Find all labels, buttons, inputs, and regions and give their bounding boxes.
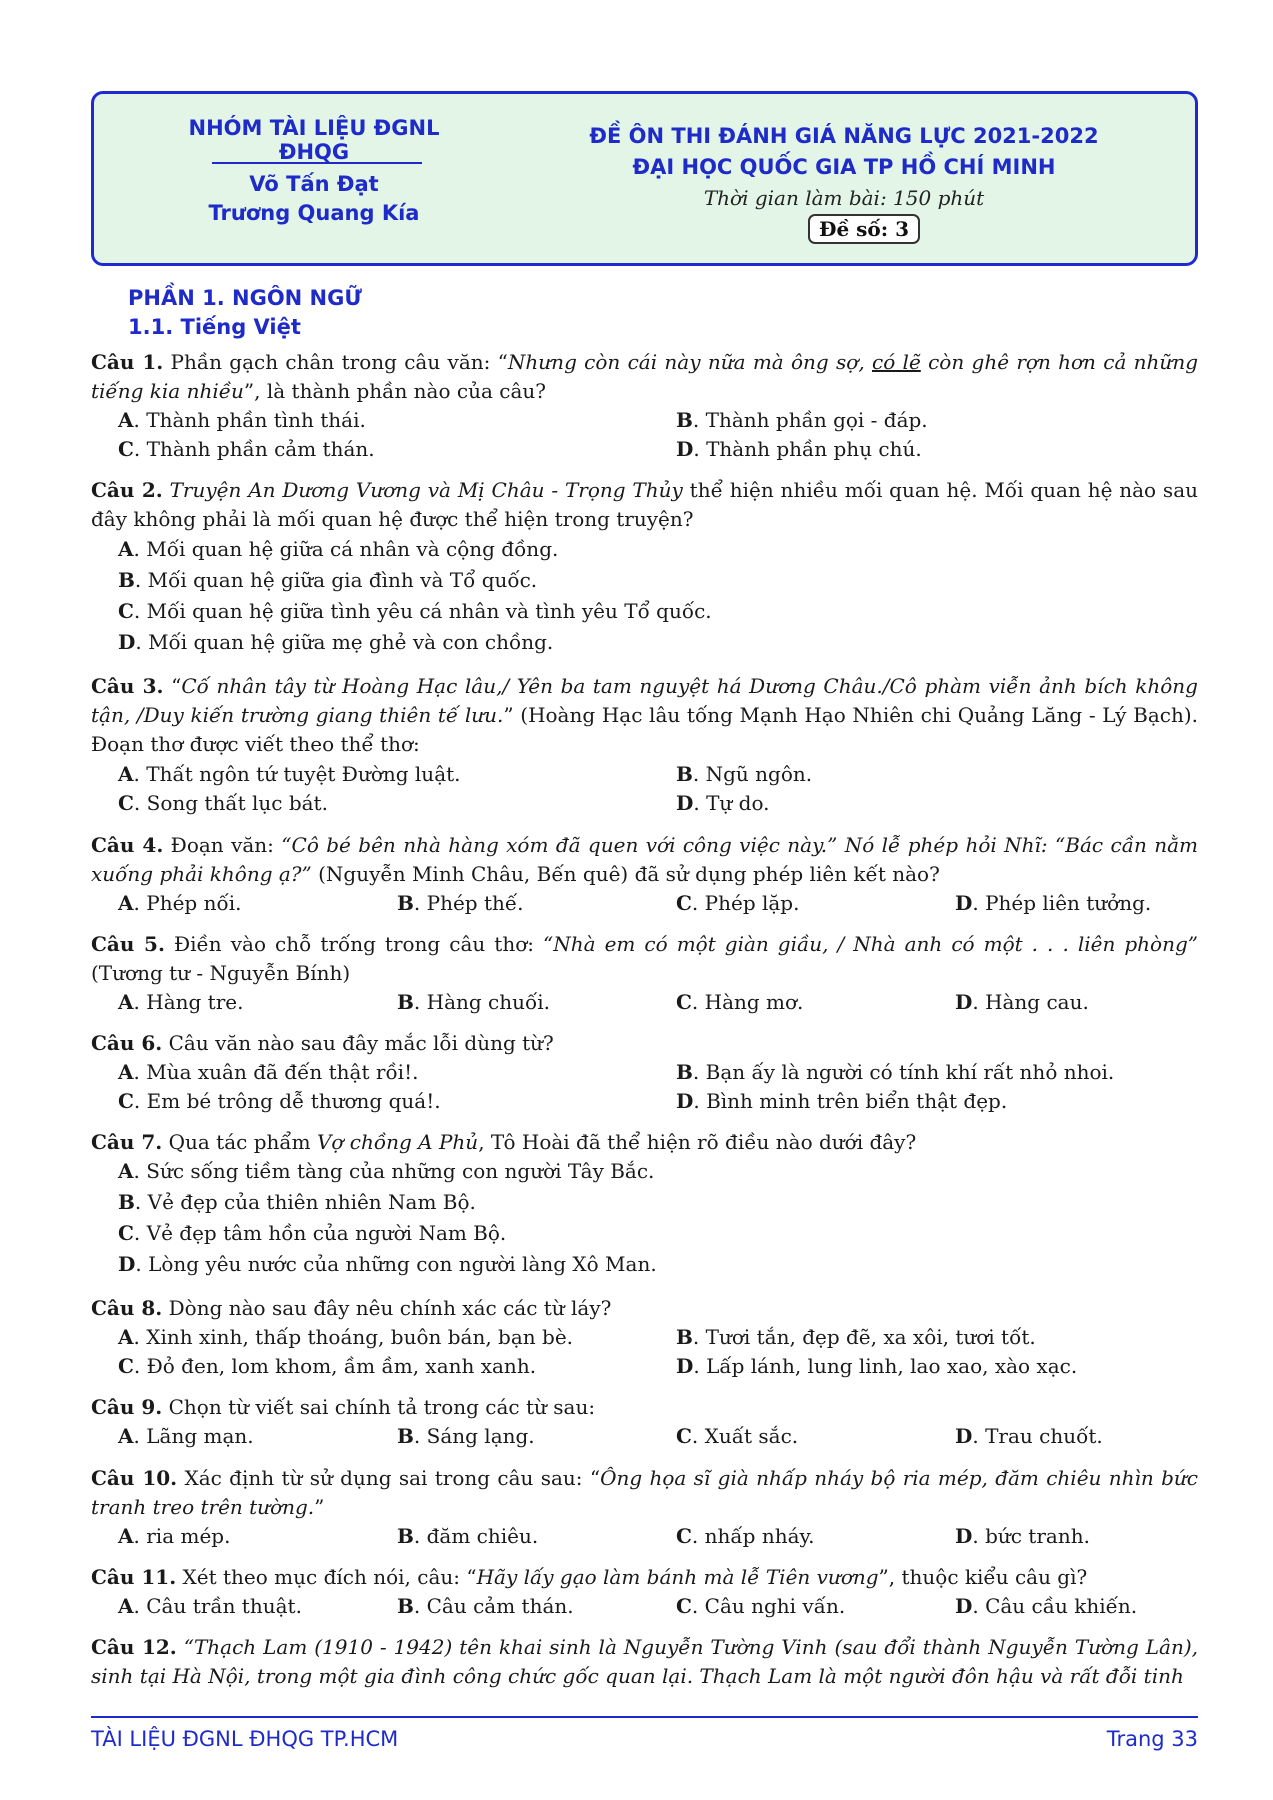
q11-option-d[interactable]: D. Câu cầu khiến. xyxy=(955,1594,1138,1618)
question-7: Câu 7. Qua tác phẩm Vợ chồng A Phủ, Tô Hoài đã thể hiện rõ điều nào dưới đây? xyxy=(91,1130,917,1154)
q9-option-d[interactable]: D. Trau chuốt. xyxy=(955,1424,1103,1448)
q6-option-a[interactable]: A. Mùa xuân đã đến thật rồi!. xyxy=(118,1060,419,1084)
q10-option-b[interactable]: B. đăm chiêu. xyxy=(397,1524,539,1548)
question-8: Câu 8. Dòng nào sau đây nêu chính xác các từ láy? xyxy=(91,1296,612,1320)
q8-option-c[interactable]: C. Đỏ đen, lom khom, ầm ầm, xanh xanh. xyxy=(118,1354,537,1378)
question-12: Câu 12. “Thạch Lam (1910 - 1942) tên khai sinh là Nguyễn Tường Vinh (sau đổi thành Nguyễn Tường Lân), sinh tại Hà Nội, trong một gia đình công chức gốc quan lại. Thạch Lam là một người đôn hậu và rất đỗi tinh xyxy=(91,1635,1198,1688)
question-5: Câu 5. Điền vào chỗ trống trong câu thơ: “Nhà em có một giàn giầu, / Nhà anh có một . . . liên phòng” (Tương tư - Nguyễn Bính) xyxy=(91,932,1199,985)
header-divider xyxy=(212,162,422,164)
q10-option-c[interactable]: C. nhấp nháy. xyxy=(676,1524,815,1548)
q5-option-a[interactable]: A. Hàng tre. xyxy=(118,990,244,1014)
author-1: Võ Tấn Đạt xyxy=(249,172,379,196)
q9-option-b[interactable]: B. Sáng lạng. xyxy=(397,1424,535,1448)
q5-option-b[interactable]: B. Hàng chuối. xyxy=(397,990,550,1014)
part-heading: PHẦN 1. NGÔN NGỮ xyxy=(128,286,362,310)
author-2: Trương Quang Kía xyxy=(208,201,420,225)
exam-time: Thời gian làm bài: 150 phút xyxy=(703,186,985,210)
q11-option-a[interactable]: A. Câu trần thuật. xyxy=(118,1594,302,1618)
exam-number-badge: Đề số: 3 xyxy=(808,214,920,244)
q1-option-d[interactable]: D. Thành phần phụ chú. xyxy=(676,437,922,461)
q8-option-a[interactable]: A. Xinh xinh, thấp thoáng, buôn bán, bạn bè. xyxy=(118,1325,574,1349)
page-number: Trang 33 xyxy=(1106,1727,1198,1751)
q3-option-a[interactable]: A. Thất ngôn tứ tuyệt Đường luật. xyxy=(118,762,461,786)
q8-option-b[interactable]: B. Tươi tắn, đẹp đẽ, xa xôi, tươi tốt. xyxy=(676,1325,1036,1349)
q3-option-c[interactable]: C. Song thất lục bát. xyxy=(118,791,328,815)
q8-option-d[interactable]: D. Lấp lánh, lung linh, lao xao, xào xạc. xyxy=(676,1354,1078,1378)
q3-option-d[interactable]: D. Tự do. xyxy=(676,791,770,815)
question-11: Câu 11. Xét theo mục đích nói, câu: “Hãy lấy gạo làm bánh mà lễ Tiên vương”, thuộc kiểu câu gì? xyxy=(91,1565,1088,1589)
question-3: Câu 3. “Cố nhân tây từ Hoàng Hạc lâu,/ Yên ba tam nguyệt há Dương Châu./Cô phàm viễn ảnh bích không tận, /Duy kiến trường giang thiên tế lưu.” (Hoàng Hạc lâu tống Mạnh Hạo Nhiên chi Quảng Lăng - Lý Bạch). Đoạn thơ được viết theo thể thơ: xyxy=(91,674,1198,756)
question-9: Câu 9. Chọn từ viết sai chính tả trong các từ sau: xyxy=(91,1395,596,1419)
sub-heading: 1.1. Tiếng Việt xyxy=(128,315,301,339)
q6-option-d[interactable]: D. Bình minh trên biển thật đẹp. xyxy=(676,1089,1008,1113)
q1-option-a[interactable]: A. Thành phần tình thái. xyxy=(118,408,366,432)
q4-option-d[interactable]: D. Phép liên tưởng. xyxy=(955,891,1152,915)
q2-option-a[interactable]: A. Mối quan hệ giữa cá nhân và cộng đồng. xyxy=(118,537,559,561)
q7-option-c[interactable]: C. Vẻ đẹp tâm hồn của người Nam Bộ. xyxy=(118,1221,507,1245)
question-10: Câu 10. Xác định từ sử dụng sai trong câu sau: “Ông họa sĩ già nhấp nháy bộ ria mép, đăm chiêu nhìn bức tranh treo trên tường.” xyxy=(91,1466,1198,1519)
q1-option-c[interactable]: C. Thành phần cảm thán. xyxy=(118,437,375,461)
q9-option-c[interactable]: C. Xuất sắc. xyxy=(676,1424,799,1448)
q2-option-c[interactable]: C. Mối quan hệ giữa tình yêu cá nhân và tình yêu Tổ quốc. xyxy=(118,599,712,623)
question-4: Câu 4. Đoạn văn: “Cô bé bên nhà hàng xóm đã quen với công việc này.” Nó lễ phép hỏi Nhĩ: “Bác cần nằm xuống phải không ạ?” (Nguyễn Minh Châu, Bến quê) đã sử dụng phép liên kết nào? xyxy=(91,833,1198,886)
q7-option-d[interactable]: D. Lòng yêu nước của những con người làng Xô Man. xyxy=(118,1252,657,1276)
q10-option-d[interactable]: D. bức tranh. xyxy=(955,1524,1090,1548)
q11-option-c[interactable]: C. Câu nghi vấn. xyxy=(676,1594,846,1618)
q1-option-b[interactable]: B. Thành phần gọi - đáp. xyxy=(676,408,928,432)
q6-option-c[interactable]: C. Em bé trông dễ thương quá!. xyxy=(118,1089,441,1113)
q4-option-a[interactable]: A. Phép nối. xyxy=(118,891,242,915)
header-box xyxy=(91,91,1198,266)
q10-option-a[interactable]: A. ria mép. xyxy=(118,1524,231,1548)
q7-option-a[interactable]: A. Sức sống tiềm tàng của những con người Tây Bắc. xyxy=(118,1159,655,1183)
exam-title-line2: ĐẠI HỌC QUỐC GIA TP HỒ CHÍ MINH xyxy=(632,155,1056,179)
question-1: Câu 1. Phần gạch chân trong câu văn: “Nhưng còn cái này nữa mà ông sợ, có lẽ còn ghê rợn hơn cả những tiếng kia nhiều”, là thành phần nào của câu? xyxy=(91,350,1198,403)
q11-option-b[interactable]: B. Câu cảm thán. xyxy=(397,1594,574,1618)
q5-option-d[interactable]: D. Hàng cau. xyxy=(955,990,1089,1014)
q2-option-d[interactable]: D. Mối quan hệ giữa mẹ ghẻ và con chồng. xyxy=(118,630,554,654)
q5-option-c[interactable]: C. Hàng mơ. xyxy=(676,990,804,1014)
footer-divider xyxy=(91,1716,1198,1718)
exam-title-line1: ĐỀ ÔN THI ĐÁNH GIÁ NĂNG LỰC 2021-2022 xyxy=(589,124,1099,148)
q6-option-b[interactable]: B. Bạn ấy là người có tính khí rất nhỏ nhoi. xyxy=(676,1060,1115,1084)
q4-option-c[interactable]: C. Phép lặp. xyxy=(676,891,800,915)
q2-option-b[interactable]: B. Mối quan hệ giữa gia đình và Tổ quốc. xyxy=(118,568,538,592)
q7-option-b[interactable]: B. Vẻ đẹp của thiên nhiên Nam Bộ. xyxy=(118,1190,476,1214)
q9-option-a[interactable]: A. Lãng mạn. xyxy=(118,1424,254,1448)
q4-option-b[interactable]: B. Phép thế. xyxy=(397,891,524,915)
group-name: NHÓM TÀI LIỆU ĐGNL ĐHQG xyxy=(188,116,440,164)
question-2: Câu 2. Truyện An Dương Vương và Mị Châu - Trọng Thủy thể hiện nhiều mối quan hệ. Mối quan hệ nào sau đây không phải là mối quan hệ được thể hiện trong truyện? xyxy=(91,478,1199,531)
q3-option-b[interactable]: B. Ngũ ngôn. xyxy=(676,762,813,786)
question-6: Câu 6. Câu văn nào sau đây mắc lỗi dùng từ? xyxy=(91,1031,554,1055)
footer-title: TÀI LIỆU ĐGNL ĐHQG TP.HCM xyxy=(91,1727,399,1751)
